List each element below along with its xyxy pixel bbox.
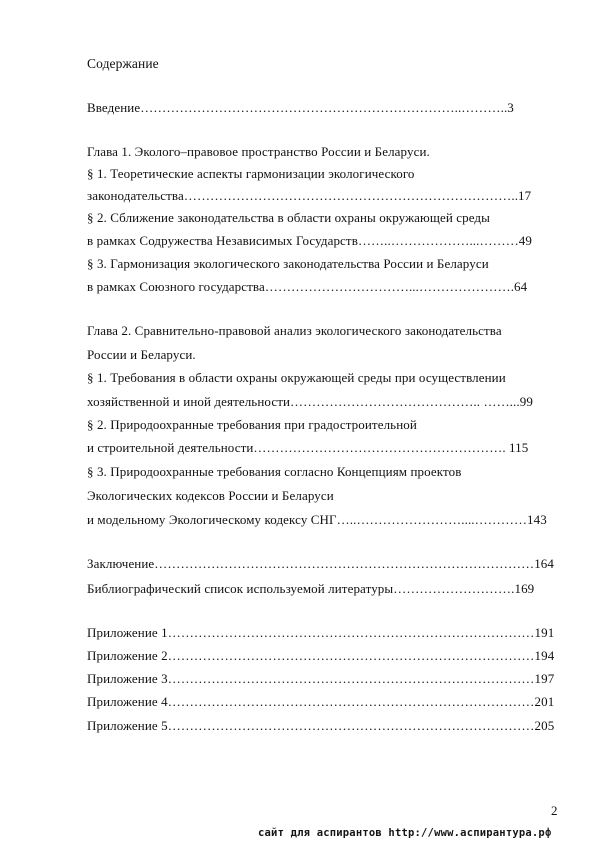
page-title: Содержание	[87, 56, 159, 71]
toc-entry-intro: Введение………………………………………………………………..………..3	[87, 100, 514, 115]
toc-entry-appendix-4: Приложение 4…………………………………………………………………………201	[87, 694, 555, 709]
page-number: 2	[551, 803, 558, 818]
toc-chapter-1-title: Глава 1. Эколого–правовое пространство России и Беларуси.	[87, 144, 430, 159]
toc-ch1-section-2-line2: в рамках Содружества Независимых Государств……..………………...………49	[87, 233, 532, 248]
toc-ch2-section-1-line2: хозяйственной и иной деятельности…………………………………….. ……...99	[87, 394, 533, 409]
toc-entry-conclusion: Заключение……………………………………………………………………………164	[87, 556, 554, 571]
toc-chapter-2-title-line1: Глава 2. Сравнительно-правовой анализ экологического законодательства	[87, 323, 502, 338]
toc-ch1-section-3-line2: в рамках Союзного государства……………………………...………………….64	[87, 279, 528, 294]
toc-ch2-section-1-line1: § 1. Требования в области охраны окружающей среды при осуществлении	[87, 370, 506, 385]
toc-ch2-section-2-line1: § 2. Природоохранные требования при градостроительной	[87, 417, 417, 432]
toc-ch1-section-1-line1: § 1. Теоретические аспекты гармонизации экологического	[87, 166, 415, 181]
toc-entry-appendix-1: Приложение 1…………………………………………………………………………191	[87, 625, 555, 640]
footer-watermark: сайт для аспирантов http://www.аспирантура.рф	[258, 827, 552, 839]
toc-chapter-2-title-line2: России и Беларуси.	[87, 347, 196, 362]
toc-entry-appendix-2: Приложение 2…………………………………………………………………………194	[87, 648, 555, 663]
toc-entry-appendix-3: Приложение 3…………………………………………………………………………197	[87, 671, 555, 686]
toc-entry-appendix-5: Приложение 5…………………………………………………………………………205	[87, 718, 555, 733]
toc-ch2-section-3-line3: и модельному Экологическому кодексу СНГ…..……………………....…………143	[87, 512, 547, 527]
toc-ch2-section-3-line2: Экологических кодексов России и Беларуси	[87, 488, 334, 503]
toc-entry-bibliography: Библиографический список используемой литературы……………………….169	[87, 581, 535, 596]
toc-ch1-section-3-line1: § 3. Гармонизация экологического законодательства России и Беларуси	[87, 256, 489, 271]
toc-ch2-section-3-line1: § 3. Природоохранные требования согласно Концепциям проектов	[87, 464, 462, 479]
toc-ch1-section-1-line2: законодательства…………………………………………………………………..17	[87, 188, 532, 203]
toc-ch1-section-2-line1: § 2. Сближение законодательства в области охраны окружающей среды	[87, 210, 490, 225]
toc-ch2-section-2-line2: и строительной деятельности…………………………………………………. 115	[87, 440, 529, 455]
